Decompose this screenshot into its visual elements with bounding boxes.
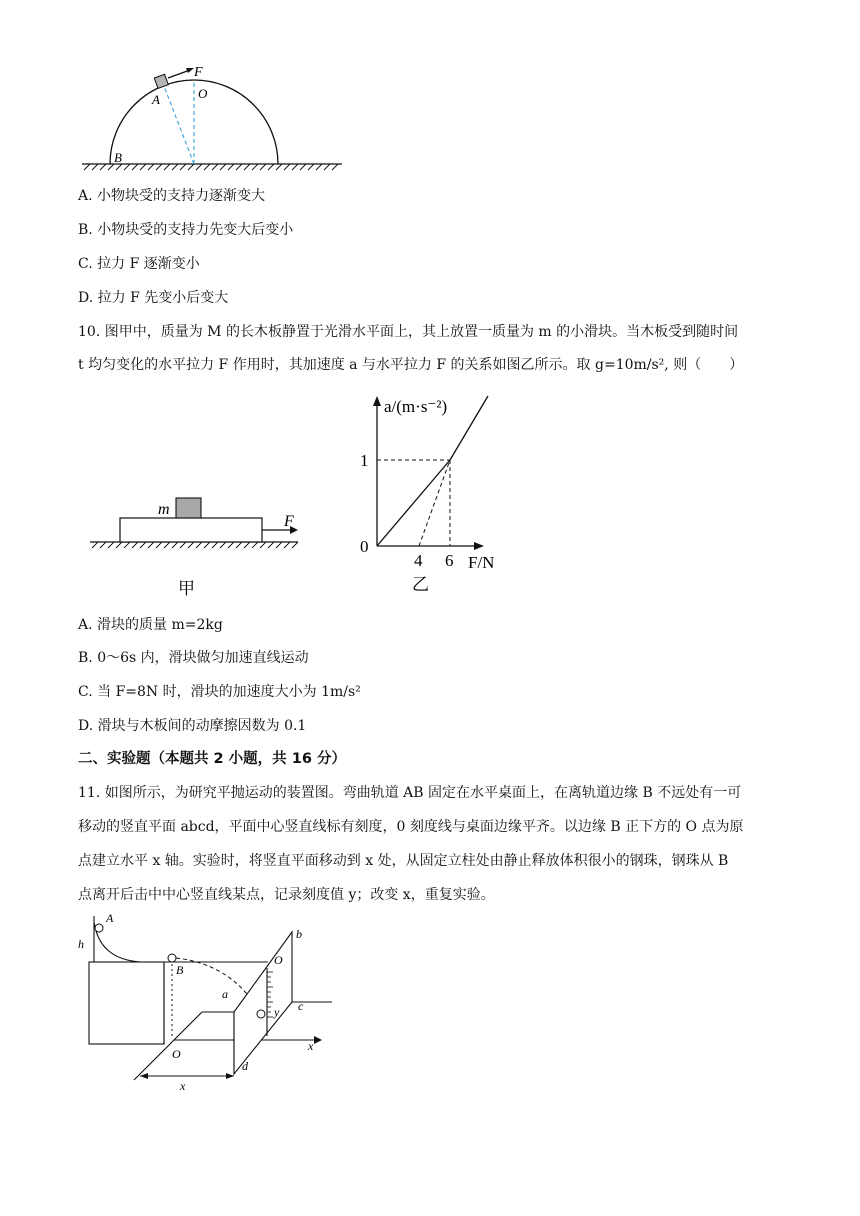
q9-label-a: A [152, 92, 160, 107]
q10-yi-y-axis-label: a/(m·s⁻²) [384, 397, 448, 416]
q10-stem-line1: 10. 图甲中，质量为 M 的长木板静置于光滑水平面上，其上放置一质量为 m 的小滑块。当木板受到随时间 [78, 324, 739, 340]
q11-label-a: A [106, 911, 114, 925]
q11-label-h: h [78, 937, 84, 951]
q10-yi-x-tick-4: 4 [414, 551, 423, 570]
q10-yi-x-axis-label: F/N [468, 553, 495, 572]
q10-jia-label-f: F [284, 513, 294, 530]
section-2-heading: 二、实验题（本题共 2 小题，共 16 分） [78, 751, 346, 767]
q11-label-b-plane: b [296, 927, 302, 941]
q11-label-c: c [298, 999, 304, 1013]
q11-apparatus-figure [74, 908, 344, 1093]
q11-label-b: B [176, 963, 184, 977]
q11-label-d: d [242, 1059, 248, 1073]
q11-stem-line2: 移动的竖直平面 abcd，平面中心竖直线标有刻度，0 刻度线与桌面边缘平齐。以边缘 B 正下方的 O 点为原 [78, 819, 744, 835]
q9-option-c: C. 拉力 F 逐渐变小 [78, 256, 200, 272]
q9-label-o: O [198, 86, 208, 101]
q11-label-x-axis: x [308, 1039, 314, 1053]
q9-option-a: A. 小物块受的支持力逐渐变大 [78, 188, 266, 204]
q9-option-b: B. 小物块受的支持力先变大后变小 [78, 222, 294, 238]
q11-stem-line1: 11. 如图所示，为研究平抛运动的装置图。弯曲轨道 AB 固定在水平桌面上，在离轨道边缘 B 不远处有一可 [78, 785, 742, 801]
q11-stem-line4: 点离开后击中中心竖直线某点，记录刻度值 y；改变 x，重复实验。 [78, 887, 495, 903]
q11-label-o-origin: O [172, 1047, 181, 1061]
q9-option-d: D. 拉力 F 先变小后变大 [78, 290, 229, 306]
q9-semicircle-figure [80, 62, 350, 172]
q11-label-o-scale: O [274, 953, 283, 967]
q10-yi-x-tick-6: 6 [445, 551, 454, 570]
q9-label-b: B [114, 150, 122, 165]
q11-label-x-distance: x [180, 1079, 186, 1093]
q10-jia-caption: 甲 [178, 579, 195, 598]
q10-stem-line2: t 均匀变化的水平拉力 F 作用时，其加速度 a 与水平拉力 F 的关系如图乙所示。取 g=10m/s², 则（ ） [78, 357, 744, 373]
q10-figure-jia [86, 490, 306, 600]
q11-label-a-plane: a [222, 987, 228, 1001]
q11-label-y: y [274, 1005, 280, 1019]
q10-yi-caption: 乙 [412, 575, 429, 594]
q10-option-a: A. 滑块的质量 m=2kg [78, 617, 223, 633]
q11-stem-line3: 点建立水平 x 轴。实验时，将竖直平面移动到 x 处，从固定立柱处由静止释放体积很小的钢珠，钢珠从 B [78, 853, 729, 869]
q9-label-f: F [194, 65, 203, 80]
q10-option-d: D. 滑块与木板间的动摩擦因数为 0.1 [78, 718, 307, 734]
q10-jia-label-m: m [158, 501, 170, 518]
q10-option-b: B. 0～6s 内，滑块做匀加速直线运动 [78, 650, 309, 666]
q10-figure-yi [350, 392, 520, 597]
q10-yi-origin: 0 [360, 537, 369, 556]
q10-option-c: C. 当 F=8N 时，滑块的加速度大小为 1m/s² [78, 684, 361, 700]
q10-yi-y-tick-1: 1 [360, 451, 369, 470]
